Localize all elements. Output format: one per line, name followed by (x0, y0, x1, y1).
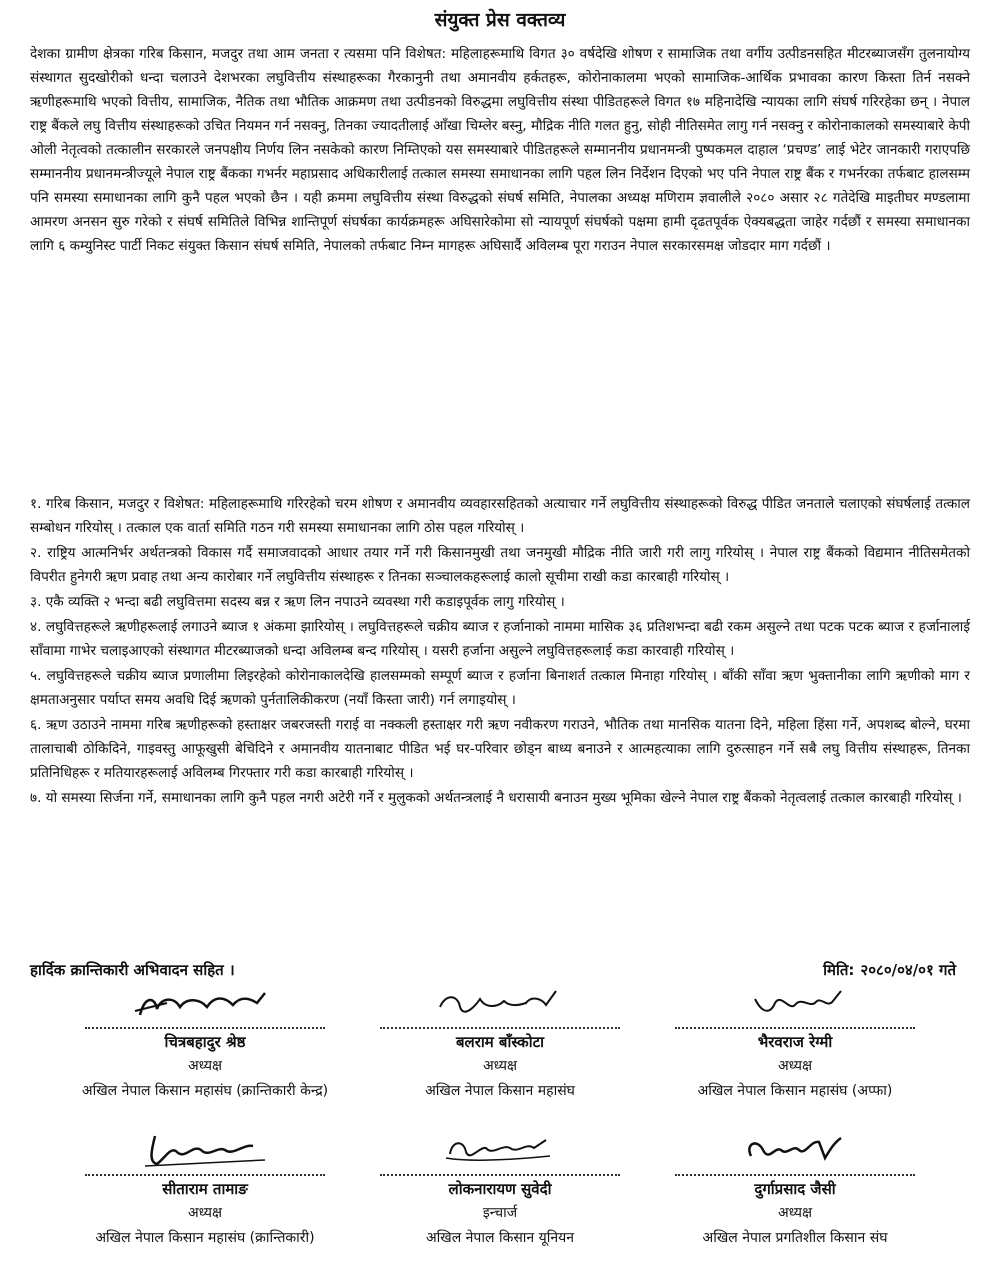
handwritten-signature-icon (85, 985, 325, 1025)
signatory-role: इन्चार्ज (482, 1205, 518, 1221)
demand-item: ६. ऋण उठाउने नाममा गरिब ऋणीहरूको हस्ताक्षर जबरजस्ती गराई वा नक्कली हस्ताक्षर गरी ऋण नवीकरण गराउने, भौतिक तथा मानसिक यातना दिने, महिला हिंसा गर्ने, अपशब्द बोल्ने, घरमा तालाचाबी ठोकिदिने, गाइवस्तु आफूखुसी बेचिदिने र अमानवीय यातनाबाट पीडित भई घर-परिवार छोड्न बाध्य बनाउने र आत्महत्याका लागि दुरुत्साहन गर्ने सबै लघु वित्तीय संस्थाहरू, तिनका प्रतिनिधिहरू र मतियारहरूलाई अविलम्ब गिरफ्तार गरी कडा कारबाही गरियोस् । (30, 717, 970, 781)
handwritten-signature-icon (675, 985, 915, 1025)
signatory-org: अखिल नेपाल किसान महासंघ (425, 1083, 575, 1099)
signature-block (335, 1128, 665, 1247)
signature-line (380, 1172, 620, 1176)
signatory-org: अखिल नेपाल किसान महासंघ (क्रान्तिकारी केन्द्र) (81, 1083, 329, 1099)
demand-item: ३. एकै व्यक्ति २ भन्दा बढी लघुवित्तमा सदस्य बन्न र ऋण लिन नपाउने व्यवस्था गरी कडाइपूर्वक लागु गरियोस् । (30, 594, 565, 610)
signature-block (630, 985, 960, 1100)
signatory-name: दुर्गाप्रसाद जैसी (754, 1180, 836, 1198)
handwritten-signature-icon (85, 1128, 325, 1172)
signatory-role: अध्यक्ष (777, 1058, 813, 1074)
signature-line (85, 1172, 325, 1176)
signature-line (85, 1025, 325, 1029)
signature-block (335, 985, 665, 1100)
signatory-role: अध्यक्ष (187, 1058, 223, 1074)
signatory-role: अध्यक्ष (187, 1205, 223, 1221)
signatory-name: लोकनारायण सुवेदी (448, 1180, 552, 1198)
date-value: २०८०/०४/०१ गते (860, 961, 956, 979)
demand-item: ४. लघुवित्तहरूले ऋणीहरूलाई लगाउने ब्याज १ अंकमा झारियोस् । लघुवित्तहरूले चक्रीय ब्याज र हर्जानाको नाममा मासिक ३६ प्रतिशभन्दा बढी रकम असुल्ने तथा पटक पटक ब्याज र हर्जानालाई साँवामा गाभेर चलाइआएको संस्थागत मीटरब्याजको धन्दा अविलम्ब बन्द गरियोस् । यसरी हर्जाना असुल्ने लघुवित्तहरूलाई कडा कारवाही गरियोस् । (30, 619, 970, 659)
signature-line (380, 1025, 620, 1029)
signature-block (630, 1128, 960, 1247)
signatory-name: बलराम बाँस्कोटा (455, 1033, 545, 1051)
handwritten-signature-icon (675, 1128, 915, 1172)
signatory-role: अध्यक्ष (777, 1205, 813, 1221)
signatory-org: अखिल नेपाल किसान यूनियन (425, 1230, 575, 1246)
signatory-role: अध्यक्ष (482, 1058, 518, 1074)
handwritten-signature-icon (380, 1128, 620, 1172)
date-line (823, 960, 962, 980)
signatory-org: अखिल नेपाल किसान महासंघ (क्रान्तिकारी) (95, 1230, 315, 1246)
demand-item: ७. यो समस्या सिर्जना गर्ने, समाधानका लागि कुनै पहल नगरी अटेरी गर्ने र मुलुकको अर्थतन्त्रलाई नै धरासायी बनाउन मुख्य भूमिका खेल्ने नेपाल राष्ट्र बैंकको नेतृत्वलाई तत्काल कारबाही गरियोस् । (30, 790, 962, 806)
demand-item: २. राष्ट्रिय आत्मनिर्भर अर्थतन्त्रको विकास गर्दै समाजवादको आधार तयार गर्ने गरी किसानमुखी तथा जनमुखी मौद्रिक नीति जारी गरी लागु गरियोस् । नेपाल राष्ट्र बैंकको विद्यमान नीतिसमेतको विपरीत हुनेगरी ऋण प्रवाह तथा अन्य कारोबार गर्ने लघुवित्तीय संस्थाहरू र तिनका सञ्चालकहरूलाई कालो सूचीमा राखी कडा कारबाही गरियोस् । (30, 545, 970, 585)
intro-paragraph: देशका ग्रामीण क्षेत्रका गरिब किसान, मजदुर तथा आम जनता र त्यसमा पनि विशेषत: महिलाहरूमाथि विगत ३० वर्षदेखि शोषण र सामाजिक तथा वर्गीय उत्पीडनसहित मीटरब्याजसँग तुलनायोग्य संस्थागत सुदखोरीको धन्दा चलाउने देशभरका लघुवित्तीय संस्थाहरूका गैरकानुनी तथा अमानवीय हर्कतहरू, कोरोनाकालमा भएको सामाजिक-आर्थिक प्रभावका कारण किस्ता तिर्न नसक्ने ऋणीहरूमाथि भएको वित्तीय, सामाजिक, नैतिक तथा भौतिक आक्रमण तथा उत्पीडनको विरुद्धमा लघुवित्तीय संस्था पीडितहरूले विगत १७ महिनादेखि न्यायका लागि संघर्ष गरिरहेका छन् । नेपाल राष्ट्र बैंकले लघु वित्तीय संस्थाहरूको उचित नियमन गर्न नसक्नु, तिनका ज्यादतीलाई आँखा चिम्लेर बस्नु, मौद्रिक नीति गलत हुनु, सोही नीतिसमेत लागु गर्न नसक्नु र कोरोनाकालको समस्याबारे केपी ओली नेतृत्वको तत्कालीन सरकारले जनपक्षीय निर्णय लिन नसकेको कारण निम्तिएको यस समस्याबारे पीडितहरूले सम्माननीय प्रधानमन्त्री पुष्पकमल दाहाल ‘प्रचण्ड’ लाई भेटेर जानकारी गराएपछि सम्माननीय प्रधानमन्त्रीज्यूले नेपाल राष्ट्र बैंकका गभर्नर महाप्रसाद अधिकारीलाई तत्काल समस्या समाधानका लागि पहल लिन निर्देशन दिएको भए पनि नेपाल राष्ट्र बैंक र गभर्नरका तर्फबाट हालसम्म पनि समस्या समाधानका लागि कुनै पहल भएको छैन । यही क्रममा लघुवित्तीय संस्था विरुद्धको संघर्ष समिति, नेपालका अध्यक्ष मणिराम ज्ञवालीले २०८० असार २८ गतेदेखि माइतीघर मण्डलामा आमरण अनसन सुरु गरेको र संघर्ष समितिले विभिन्न शान्तिपूर्ण संघर्षका कार्यक्रमहरू अघिसारेकोमा सो न्यायपूर्ण संघर्षको पक्षमा हामी दृढतपूर्वक ऐक्यबद्धता जाहेर गर्दछौं र समस्या समाधानका लागि ६ कम्युनिस्ट पार्टी निकट संयुक्त किसान संघर्ष समिति, नेपालको तर्फबाट निम्न मागहरू अघिसार्दै अविलम्ब पूरा गराउन नेपाल सरकारसमक्ष जोडदार माग गर्दछौं । (30, 46, 970, 254)
demands-list (30, 492, 970, 811)
signature-block (40, 1128, 370, 1247)
demand-item: ५. लघुवित्तहरूले चक्रीय ब्याज प्रणालीमा लिइरहेको कोरोनाकालदेखि हालसम्मको सम्पूर्ण ब्याज र हर्जाना बिनाशर्त तत्काल मिनाहा गरियोस् । बाँकी साँवा ऋण भुक्तानीका लागि ऋणीको माग र क्षमताअनुसार पर्याप्त समय अवधि दिई ऋणको पुर्नतालिकीकरण (नयाँ किस्ता जारी) गर्न लगाइयोस् । (30, 668, 970, 708)
date-label: मिति: (823, 961, 855, 979)
signature-line (675, 1172, 915, 1176)
signatory-org: अखिल नेपाल किसान महासंघ (अप्फा) (697, 1083, 893, 1099)
document-title: संयुक्त प्रेस वक्तव्य (434, 9, 566, 31)
closing-salutation: हार्दिक क्रान्तिकारी अभिवादन सहित । (30, 961, 235, 979)
signatory-org: अखिल नेपाल प्रगतिशील किसान संघ (702, 1230, 888, 1246)
signatory-name: भैरवराज रेग्मी (757, 1033, 833, 1051)
signatory-name: चित्रबहादुर श्रेष्ठ (164, 1033, 246, 1051)
signature-line (675, 1025, 915, 1029)
signatory-name: सीताराम तामाङ (162, 1180, 248, 1198)
demand-item: १. गरिब किसान, मजदुर र विशेषत: महिलाहरूमाथि गरिरहेको चरम शोषण र अमानवीय व्यवहारसहितको अत्याचार गर्ने लघुवित्तीय संस्थाहरूको विरुद्ध पीडित जनताले चलाएको संघर्षलाई तत्काल सम्बोधन गरियोस् । तत्काल एक वार्ता समिति गठन गरी समस्या समाधानका लागि ठोस पहल गरियोस् । (30, 496, 970, 536)
handwritten-signature-icon (380, 985, 620, 1025)
signature-block (40, 985, 370, 1100)
